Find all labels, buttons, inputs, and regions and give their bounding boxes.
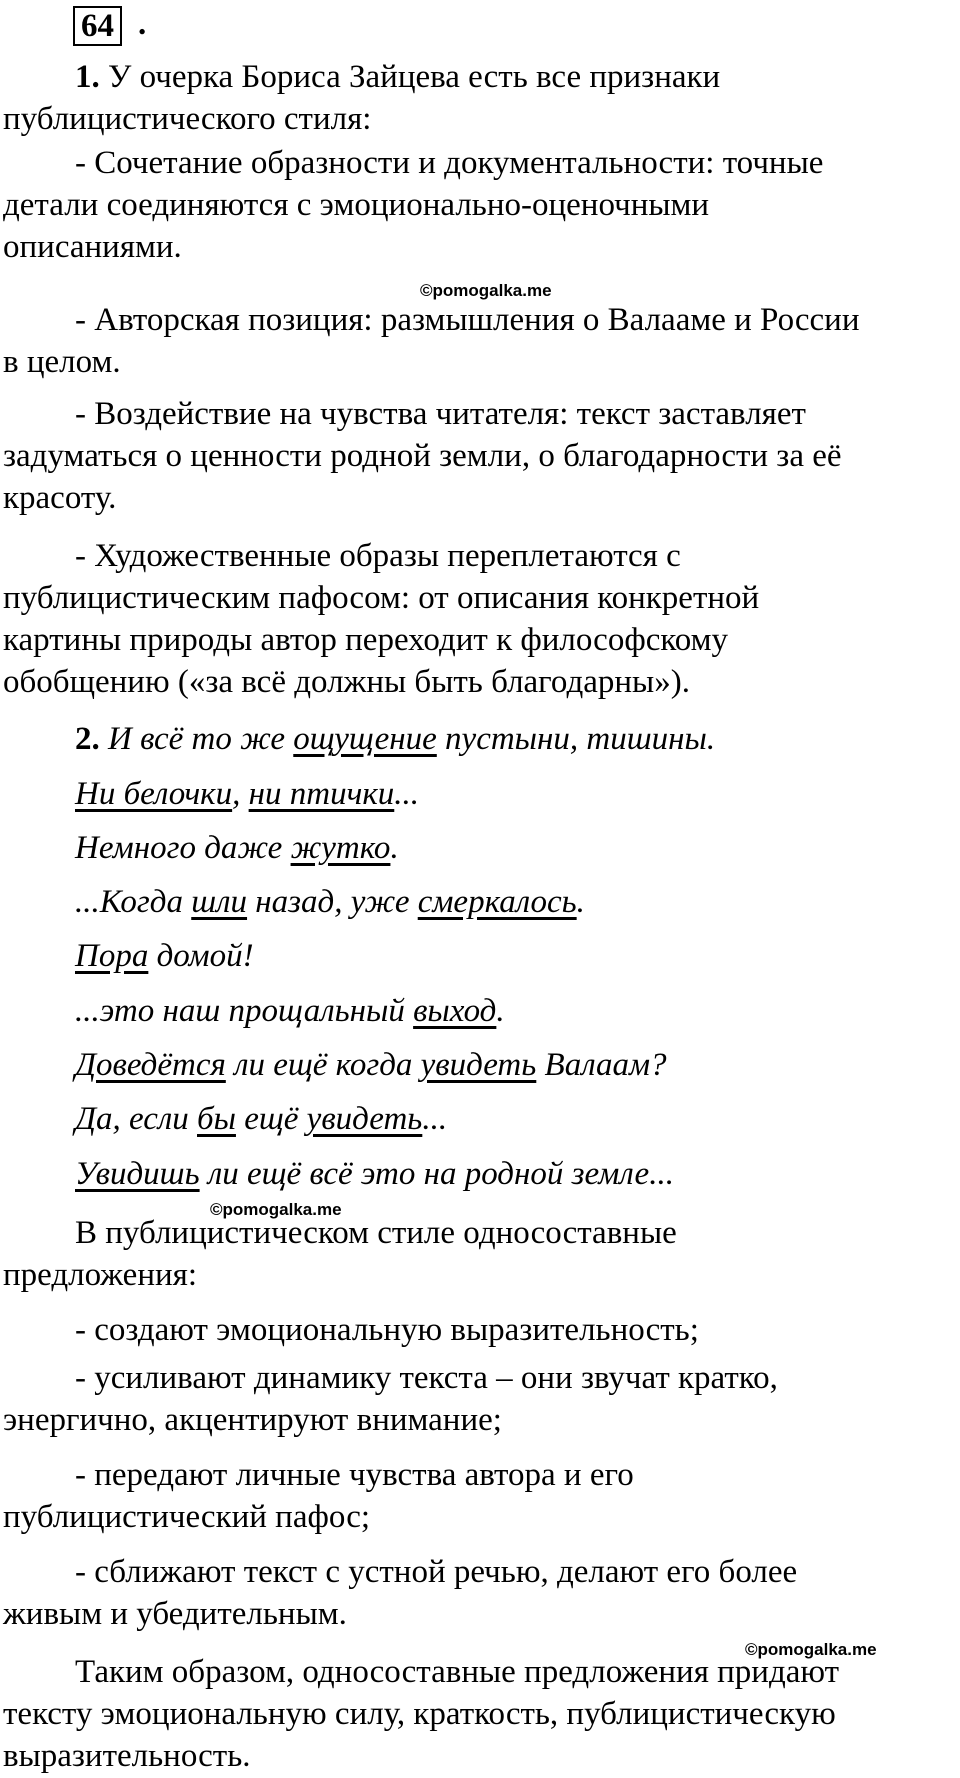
part1-item4-line3: картины природы автор переходит к философскому [3, 622, 728, 658]
conclusion-line3: выразительность. [3, 1738, 251, 1774]
part2-number: 2. [75, 721, 100, 757]
part1-intro-line1: 1. У очерка Бориса Зайцева есть все признаки [75, 59, 721, 95]
part1-item1-line1: - Сочетание образности и документальности: точные [75, 145, 824, 181]
part2-point3-line2: публицистический пафос; [3, 1499, 371, 1535]
part2-point2-line2: энергично, акцентируют внимание; [3, 1402, 502, 1438]
part1-item2-line2: в целом. [3, 344, 121, 380]
part1-item2-line1: - Авторская позиция: размышления о Валааме и России [75, 302, 860, 338]
part1-item1-line3: описаниями. [3, 229, 182, 265]
conclusion-line2: тексту эмоциональную силу, краткость, публицистическую [3, 1696, 836, 1732]
part1-item3-line1: - Воздействие на чувства читателя: текст заставляет [75, 396, 806, 432]
part1-item3-line3: красоту. [3, 480, 117, 516]
part1-item3-line2: задуматься о ценности родной земли, о благодарности за её [3, 438, 842, 474]
part2-line2: Ни белочки, ни птички... [75, 776, 420, 812]
watermark-1: ©pomogalka.me [420, 281, 552, 300]
part1-intro-line2: публицистического стиля: [3, 101, 372, 137]
part2-line1: 2. И всё то же ощущение пустыни, тишины. [75, 721, 716, 757]
part2-line6: ...это наш прощальный выход. [75, 993, 505, 1029]
task-number-dot: . [138, 6, 147, 42]
part2-line7: Доведётся ли ещё когда увидеть Валаам? [75, 1047, 667, 1083]
part1-item4-line1: - Художественные образы переплетаются с [75, 538, 681, 574]
part1-item4-line4: обобщению («за всё должны быть благодарны»). [3, 664, 690, 700]
part2-point2-line1: - усиливают динамику текста – они звучат кратко, [75, 1360, 778, 1396]
part2-point4-line2: живым и убедительным. [3, 1596, 347, 1632]
part2-line8: Да, если бы ещё увидеть... [75, 1101, 448, 1137]
part2-point3-line1: - передают личные чувства автора и его [75, 1457, 634, 1493]
conclusion-line1: Таким образом, односоставные предложения придают [75, 1654, 840, 1690]
part2-summary-line2: предложения: [3, 1257, 197, 1293]
task-number: 64 [73, 6, 122, 46]
watermark-2: ©pomogalka.me [210, 1200, 342, 1219]
part2-line5: Пора домой! [75, 938, 254, 974]
part2-line9: Увидишь ли ещё всё это на родной земле... [75, 1156, 674, 1192]
part1-number: 1. [75, 59, 100, 95]
part1-item4-line2: публицистическим пафосом: от описания конкретной [3, 580, 760, 616]
part2-line3: Немного даже жутко. [75, 830, 399, 866]
part2-line4: ...Когда шли назад, уже смеркалось. [75, 884, 585, 920]
part1-item1-line2: детали соединяются с эмоционально-оценочными [3, 187, 710, 223]
part2-point1: - создают эмоциональную выразительность; [75, 1312, 699, 1348]
part2-summary-line1: В публицистическом стиле односоставные [75, 1215, 677, 1251]
watermark-3: ©pomogalka.me [745, 1640, 877, 1659]
part2-point4-line1: - сближают текст с устной речью, делают его более [75, 1554, 798, 1590]
